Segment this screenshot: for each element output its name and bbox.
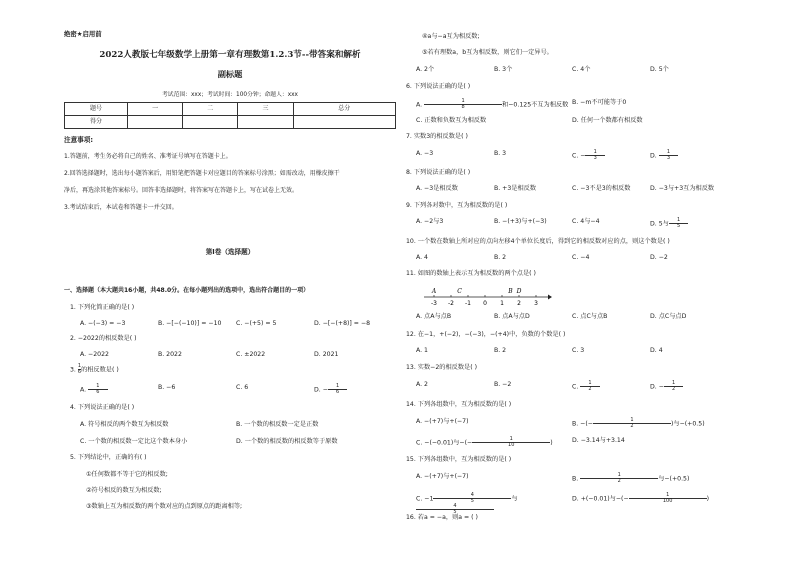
option-c: C. 点C与点B	[572, 313, 608, 320]
numerator: 1	[593, 418, 671, 424]
option-b: B. 2	[494, 347, 507, 354]
statement-item: ②符号相反的数互为相反数;	[86, 487, 162, 494]
denominator: 2	[617, 478, 621, 484]
question-options	[416, 418, 724, 429]
option-d: D. −3.14与+3.14	[572, 437, 625, 444]
option-a: A. −(+7)与+(−7)	[416, 418, 469, 425]
question-stem: 14. 下列各组数中，互为相反数的是( )	[406, 401, 512, 408]
question-stem: 8. 下列说法正确的是( )	[406, 169, 471, 176]
option-a: A. −(−3) = −3	[80, 320, 126, 327]
option-b	[572, 418, 724, 429]
option-d	[650, 218, 724, 229]
option-b: B. −(+3)与+(−3)	[494, 218, 547, 225]
denominator: 6	[336, 389, 340, 395]
notes-title: 注意事项:	[64, 136, 94, 144]
question-stem: 9. 下列各对数中，互为相反数的是( )	[406, 202, 508, 209]
option-a: A. −(+7)与+(−7)	[416, 473, 469, 480]
question-options	[416, 218, 724, 229]
option-d: D. 任何一个数都有相反数	[572, 117, 643, 124]
option-d: D. −3与+3互为相反数	[650, 185, 715, 192]
option-label: B.	[572, 475, 581, 483]
option-b: B. 一个数的相反数一定是正数	[236, 421, 319, 428]
numerator: 1	[659, 150, 679, 156]
option-d	[572, 493, 724, 515]
question-options	[416, 254, 724, 261]
question-options	[416, 313, 724, 320]
option-c: C. 一个数的相反数一定比这个数本身小	[80, 438, 188, 445]
question-options	[416, 150, 724, 161]
table-cell: 题号	[65, 103, 128, 116]
fraction	[629, 492, 710, 504]
numerator: 1	[585, 150, 605, 156]
option-a: A. 2个	[416, 66, 435, 73]
option-b: B. +3是相反数	[494, 185, 537, 192]
option-a: A. 2	[416, 381, 428, 388]
option-c: C. 6	[236, 384, 249, 391]
numerator: 1	[424, 99, 502, 105]
page-subtitle: 副标题	[217, 69, 243, 79]
page-title: 2022人教版七年级数学上册第一章有理数第1.2.3节--带答案和解析	[99, 50, 361, 60]
question-stem: 11. 如图的数轴上表示互为相反数的两个点是( )	[406, 270, 536, 277]
option-a: A. 符号相反的两个数互为相反数	[80, 421, 169, 428]
option-label: D. −	[314, 386, 328, 394]
denominator: 5	[470, 498, 474, 504]
numerator: 1	[472, 437, 550, 443]
question-options	[80, 351, 392, 358]
option-b	[572, 473, 724, 484]
fraction	[593, 418, 671, 429]
number-line-point-label: A	[431, 288, 437, 295]
left-page	[64, 0, 396, 562]
fraction	[669, 218, 689, 229]
number-line-tick-label: 2	[517, 300, 521, 307]
secret-label: 绝密★启用前	[64, 30, 102, 38]
option-label: B. −(−	[572, 420, 593, 428]
option-d: D. 点C与点D	[650, 313, 687, 320]
score-input-cell	[293, 116, 395, 129]
denominator: 2	[630, 423, 634, 429]
question-stem	[70, 364, 119, 375]
option-label: C. −(−0.01)与−(−	[416, 439, 473, 447]
question-options	[416, 66, 724, 73]
option-c	[572, 381, 650, 392]
number-line-tick-label: -3	[431, 300, 437, 307]
option-a: A. 点A与点B	[416, 313, 452, 320]
option-c: C. 3	[572, 347, 585, 354]
denominator: 6	[96, 389, 100, 395]
fraction	[664, 381, 684, 392]
question-options	[80, 438, 392, 445]
option-b: B. 2022	[158, 351, 182, 358]
question-options	[416, 185, 724, 192]
option-a: A. −2022	[80, 351, 109, 358]
option-c	[572, 150, 650, 161]
table-cell: 二	[183, 103, 238, 116]
option-c: C. ±2022	[236, 351, 266, 358]
table-row	[65, 116, 396, 129]
numerator: 1	[664, 381, 684, 387]
question-stem: 1. 下列化简正确的是( )	[70, 304, 135, 311]
numerator: 4	[416, 504, 494, 510]
option-label: A.	[416, 101, 425, 109]
option-a	[80, 384, 158, 395]
question-stem: 15. 下列各组数中，互为相反数的是( )	[406, 456, 512, 463]
question-stem: 12. 在−1，+(−2)，−(−3)，−(+4)中，负数的个数是( )	[406, 331, 566, 338]
option-a: A. −2与3	[416, 218, 444, 225]
numerator: 1	[580, 473, 658, 479]
option-c: C. 4个	[572, 66, 591, 73]
question-stem: 13. 实数−2的相反数是( )	[406, 364, 478, 371]
option-label: A.	[80, 386, 89, 394]
question-stem: 6. 下列说法正确的是( )	[406, 83, 471, 90]
question-stem: 5. 下列结论中，正确的有( )	[70, 454, 147, 461]
option-c: C. 4与−4	[572, 218, 600, 225]
numerator: 1	[328, 384, 348, 390]
question-options	[416, 493, 724, 515]
option-d	[650, 381, 724, 392]
fraction	[88, 384, 108, 395]
score-input-cell	[128, 116, 183, 129]
stem-suffix: 的相反数是( )	[81, 366, 119, 374]
fraction	[580, 381, 600, 392]
score-input-cell	[238, 116, 293, 129]
option-c	[416, 437, 572, 448]
option-d: D. 4	[650, 347, 663, 354]
option-b: B. 2	[494, 254, 507, 261]
question-options	[80, 320, 392, 327]
denominator: 2	[588, 386, 592, 392]
denominator: 5	[453, 509, 457, 515]
option-text: 和−0.125不互为相反数	[502, 101, 569, 109]
number-line-point-label: C	[457, 288, 462, 295]
note-item: 净后，再选涂其他答案标号。回答非选择题时，将答案写在答题卡上，写在试卷上无效。	[64, 187, 299, 194]
option-text: 与−(+0.5)	[658, 475, 690, 483]
option-c: C. −4	[572, 254, 590, 261]
right-page	[400, 0, 724, 562]
option-c: C. 正数和负数互为相反数	[416, 117, 487, 124]
denominator: 3	[666, 155, 671, 161]
section-title: 第I卷（选择题）	[205, 248, 255, 256]
numerator: 1	[580, 381, 600, 387]
table-row	[65, 103, 396, 116]
option-c	[416, 493, 572, 515]
option-d	[314, 384, 392, 395]
denominator: 6	[77, 369, 82, 375]
question-options	[416, 437, 724, 448]
option-b: B. −6	[158, 384, 176, 391]
table-cell: 得分	[65, 116, 128, 129]
number-line-tick-label: 0	[483, 300, 487, 307]
denominator: 10	[508, 442, 515, 448]
number-line-tick-label: -1	[465, 300, 471, 307]
numerator: 1	[88, 384, 108, 390]
numerator: 1	[629, 493, 707, 499]
question-stem: 10. 一个数在数轴上所对应的点向左移4个单位长度后，得到它的相反数对应的点，则这个数是( )	[406, 238, 670, 245]
statement-item: ①任何数都不等于它的相反数;	[86, 471, 168, 478]
option-a: A. 4	[416, 254, 428, 261]
number-line-point-label: B	[508, 288, 513, 295]
score-input-cell	[183, 116, 238, 129]
option-d: D. −2	[650, 254, 668, 261]
fraction	[659, 150, 679, 161]
question-stem: 4. 下列说法正确的是( )	[70, 404, 135, 411]
option-a: A. −3是相反数	[416, 185, 458, 192]
option-c: C. −3不是3的相反数	[572, 185, 631, 192]
option-a: A. −3	[416, 150, 434, 157]
option-b: B. −[−(−10)] = −10	[158, 320, 222, 327]
exam-info: 考试范围：xxx；考试时间：100分钟；命题人：xxx	[162, 92, 298, 98]
number-line-tick-label: -2	[448, 300, 454, 307]
table-cell: 三	[238, 103, 293, 116]
question-options	[416, 347, 724, 354]
score-table	[64, 102, 396, 129]
numerator: 4	[433, 493, 511, 499]
number-line-diagram	[424, 287, 552, 307]
option-b: B. 3个	[494, 66, 513, 73]
option-text: )与−(+0.5)	[670, 420, 705, 428]
note-item: 1.答题前，考生务必将自己的姓名、准考证号填写在答题卡上。	[64, 153, 232, 160]
denominator: 100	[662, 498, 673, 504]
fraction	[433, 493, 511, 504]
statement-item: ④a与−a互为相反数;	[422, 33, 480, 40]
number-line-tick-label: 3	[534, 300, 538, 307]
question-stem: 16. 若a = −a，则a = ( )	[406, 514, 478, 521]
note-item: 2.回答选择题时，选出每小题答案后，用铅笔把答题卡对应题目的答案标号涂黑；如需改动，用橡皮擦干	[64, 170, 340, 177]
option-b: B. 3	[494, 150, 507, 157]
option-a	[416, 99, 572, 110]
option-b: B. −m不可能等于0	[572, 99, 627, 106]
note-item: 3.考试结束后，本试卷和答题卡一并交回。	[64, 204, 178, 211]
numerator: 1	[669, 218, 689, 224]
option-label: C.	[572, 383, 581, 391]
option-text: )	[550, 439, 553, 447]
option-d	[650, 150, 724, 161]
denominator: 2	[672, 386, 676, 392]
question-options	[416, 99, 724, 110]
question-stem: 7. 实数3的相反数是( )	[406, 133, 468, 140]
fraction	[424, 99, 502, 110]
statement-item: ⑤若有理数a，b互为相反数，则它们一定异号。	[422, 49, 553, 56]
denominator: 8	[461, 104, 465, 110]
denominator: 3	[593, 155, 597, 161]
option-label: D. 5与	[650, 220, 669, 228]
option-label: C. −1	[416, 495, 434, 503]
option-b: B. 点A与点D	[494, 313, 530, 320]
section-intro: 一、选择题（本大题共16小题，共48.0分。在每小题列出的选项中，选出符合题目的一项）	[64, 287, 310, 294]
table-cell: 一	[128, 103, 183, 116]
option-b: B. −2	[494, 381, 512, 388]
question-options	[80, 384, 392, 395]
numerator: 1	[77, 363, 82, 369]
option-text: 与	[511, 495, 518, 503]
number-line-tick-label: 1	[500, 300, 504, 307]
option-label: C. −	[572, 152, 586, 160]
denominator: 5	[676, 223, 681, 229]
option-d: D. 2021	[314, 351, 339, 358]
table-cell: 总分	[293, 103, 395, 116]
fraction	[328, 384, 348, 395]
question-options	[416, 117, 724, 124]
option-d: D. 5个	[650, 66, 669, 73]
question-options	[416, 473, 724, 484]
question-options	[80, 421, 392, 428]
stem-prefix: 3.	[70, 366, 78, 374]
option-label: D.	[650, 152, 659, 160]
option-text: )	[706, 495, 710, 503]
question-stem: 2. −2022的相反数是( )	[70, 335, 137, 342]
statement-item: ③数轴上互为相反数的两个数对应的点到原点的距离相等;	[86, 503, 243, 510]
fraction	[580, 473, 658, 484]
option-label: D. +(−0.01)与−(−	[572, 495, 629, 503]
fraction	[585, 150, 605, 161]
question-options	[416, 381, 724, 392]
option-c: C. −(+5) = 5	[236, 320, 277, 327]
option-a: A. 1	[416, 347, 428, 354]
option-d: D. 一个数的相反数的相反数等于原数	[236, 438, 338, 445]
number-line-point-label: D	[516, 288, 522, 295]
option-label: D. −	[650, 383, 664, 391]
fraction	[472, 436, 553, 448]
option-d: D. −[−(+8)] = −8	[314, 320, 371, 327]
